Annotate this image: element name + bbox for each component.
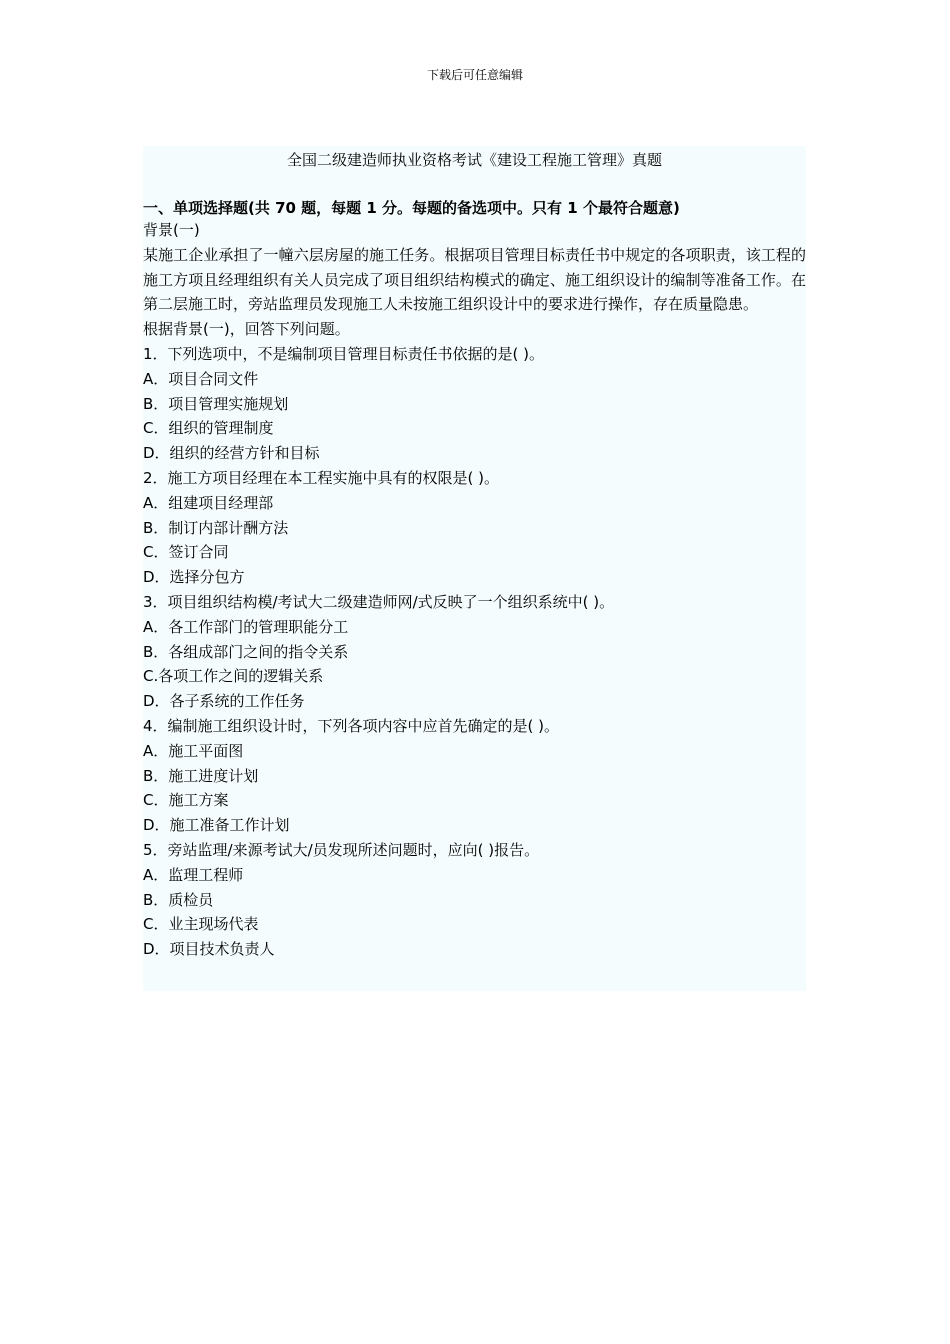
option-d: D．各子系统的工作任务 (143, 692, 305, 711)
question-stem: 1．下列选项中，不是编制项目管理目标责任书依据的是( )。 (143, 344, 545, 363)
option-a: A．监理工程师 (143, 865, 244, 884)
option-c: C．签订合同 (143, 543, 229, 562)
option-d: D．组织的经营方针和目标 (143, 444, 320, 463)
question-4 (143, 714, 806, 838)
question-3 (143, 590, 806, 714)
option-a: A．组建项目经理部 (143, 493, 274, 512)
page-header-note: 下载后可任意编辑 (426, 68, 523, 82)
option-b: B．项目管理实施规划 (143, 394, 289, 413)
document-body (143, 146, 806, 991)
option-b: B．质检员 (143, 890, 214, 909)
option-b: B．各组成部门之间的指令关系 (143, 642, 349, 661)
instruction-text: 根据背景(一)，回答下列问题。 (143, 320, 350, 339)
section-heading: 一、单项选择题(共 70 题，每题 1 分。每题的备选项中。只有 1 个最符合题意) (143, 199, 680, 217)
option-b: B．制订内部计酬方法 (143, 518, 289, 537)
question-2 (143, 466, 806, 590)
question-1 (143, 342, 806, 466)
question-stem: 5．旁站监理/来源考试大/员发现所述问题时，应向( )报告。 (143, 840, 540, 859)
option-c: C．业主现场代表 (143, 915, 259, 934)
background-text: 某施工企业承担了一幢六层房屋的施工任务。根据项目管理目标责任书中规定的各项职责，该工程的施工方项且经理组织有关人员完成了项目组织结构模式的确定、施工组织设计的编制等准备工作。在第二层施工时，旁站监理员发现施工人未按施工组织设计中的要求进行操作，存在质量隐患。 (143, 245, 806, 314)
option-a: A．施工平面图 (143, 741, 244, 760)
question-5 (143, 838, 806, 962)
document-title: 全国二级建造师执业资格考试《建设工程施工管理》真题 (286, 151, 662, 169)
background-label: 背景(一) (143, 221, 200, 239)
option-d: D．选择分包方 (143, 568, 245, 587)
question-stem: 3．项目组织结构模/考试大二级建造师网/式反映了一个组织系统中( )。 (143, 592, 615, 611)
option-c: C．施工方案 (143, 791, 229, 810)
option-d: D．项目技术负责人 (143, 940, 275, 959)
question-stem: 2．施工方项目经理在本工程实施中具有的权限是( )。 (143, 468, 500, 487)
option-a: A．各工作部门的管理职能分工 (143, 617, 349, 636)
option-c: C.各项工作之间的逻辑关系 (143, 667, 324, 686)
option-a: A．项目合同文件 (143, 369, 259, 388)
option-d: D．施工准备工作计划 (143, 816, 290, 835)
question-stem: 4．编制施工组织设计时，下列各项内容中应首先确定的是( )。 (143, 716, 560, 735)
option-c: C．组织的管理制度 (143, 419, 274, 438)
option-b: B．施工进度计划 (143, 766, 259, 785)
